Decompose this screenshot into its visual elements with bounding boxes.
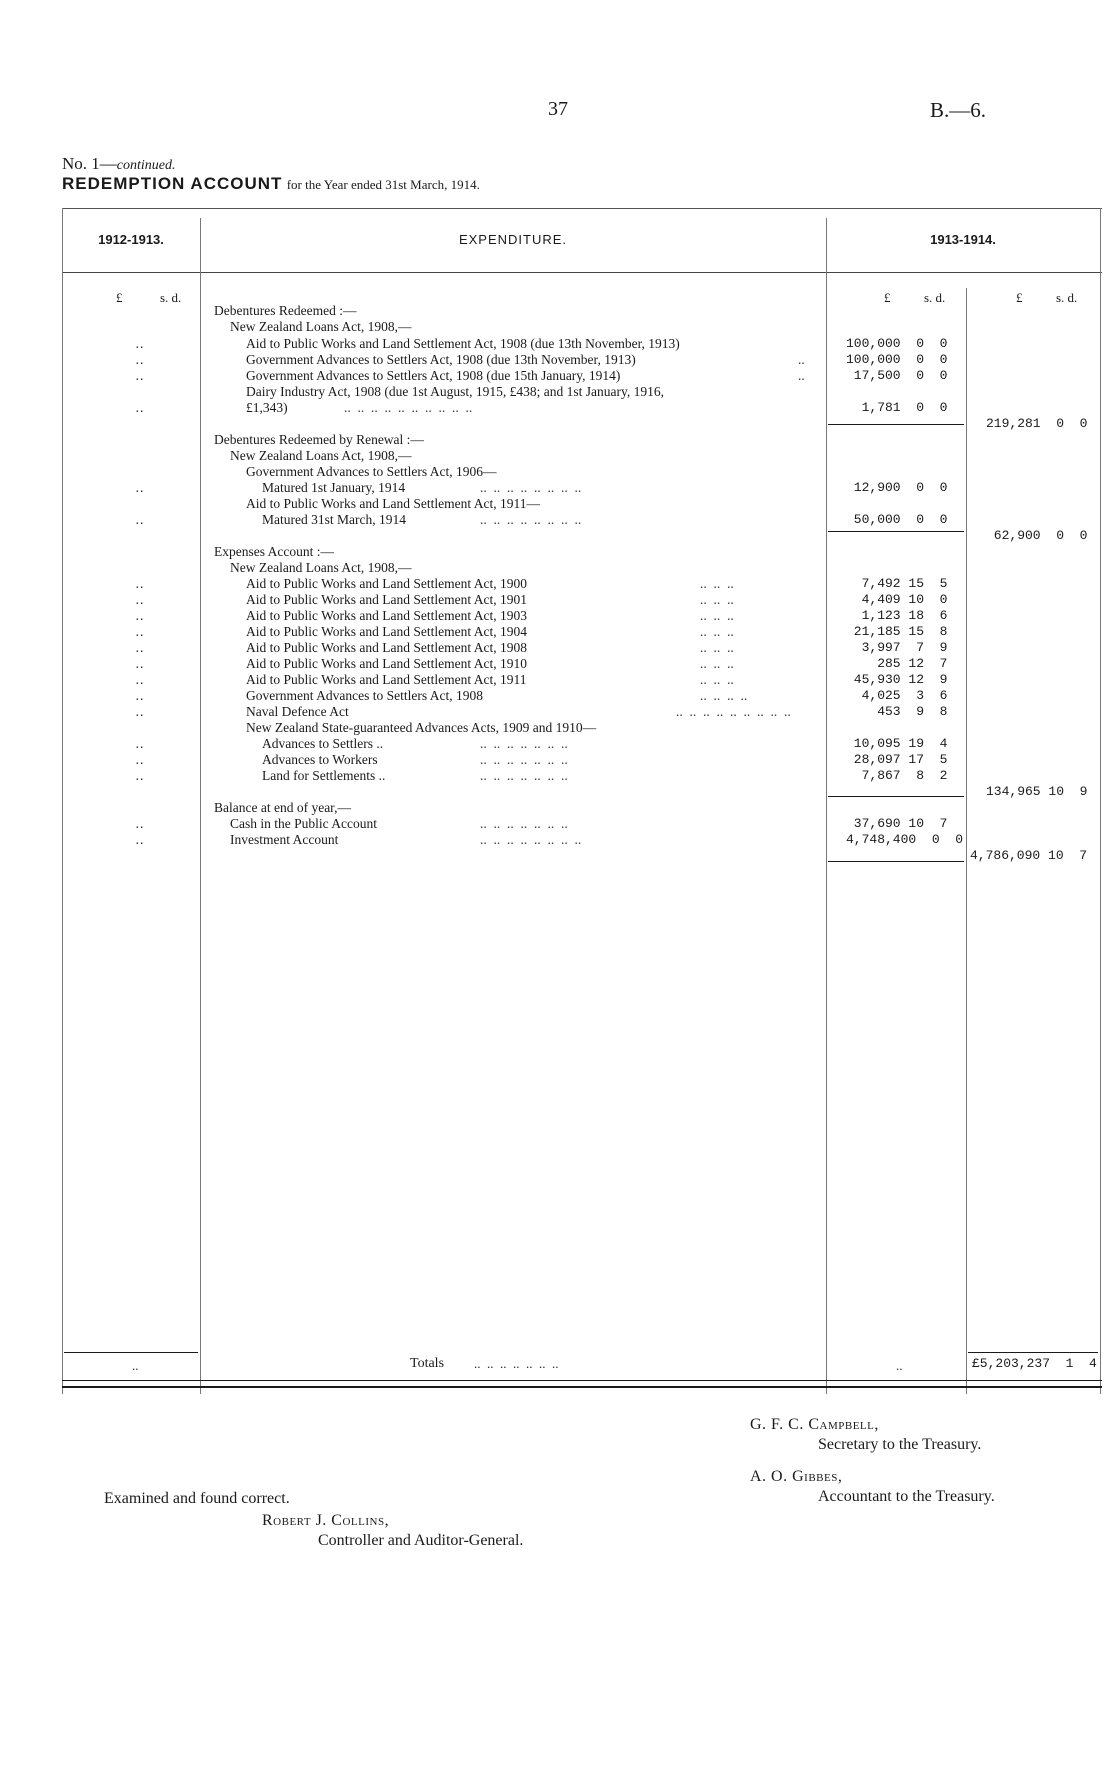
row-label: Aid to Public Works and Land Settlement Act, 1904 (246, 624, 528, 639)
row-label: Investment Account (230, 832, 339, 847)
table-row (0, 384, 1114, 400)
dot-leaders: .. .. .. (700, 608, 734, 623)
item-amount: 37,690 10 7 (846, 816, 948, 831)
statement-number (62, 154, 176, 174)
table-row (0, 352, 1114, 368)
item-amount: 4,748,400 0 0 (846, 832, 964, 847)
table-row (0, 496, 1114, 512)
item-amount: 285 12 7 (846, 656, 948, 671)
row-label: New Zealand Loans Act, 1908,— (230, 319, 412, 334)
table-top-rule (62, 208, 1102, 209)
row-label: Government Advances to Settlers Act, 1908 (due 15th January, 1914) (246, 368, 621, 383)
signatory-1-title: Secretary to the Treasury. (818, 1436, 982, 1453)
item-amount: 50,000 0 0 (846, 512, 948, 527)
row-label: Aid to Public Works and Land Settlement Act, 1910 (246, 656, 528, 671)
bottom-rule-1 (62, 1380, 1102, 1381)
table-row (0, 544, 1114, 560)
subtotal-rule-4 (828, 861, 964, 862)
subtotal-rule-2 (828, 531, 964, 532)
auditor-name-text: Robert J. Collins, (262, 1512, 390, 1529)
row-label: Debentures Redeemed :— (214, 303, 357, 318)
table-row (0, 816, 1114, 832)
row-label: Government Advances to Settlers Act, 1908 (due 13th November, 1913) (246, 352, 636, 367)
item-amount: 45,930 12 9 (846, 672, 948, 687)
item-amount: 1,123 18 6 (846, 608, 948, 623)
item-amount: 10,095 19 4 (846, 736, 948, 751)
table-row (0, 768, 1114, 784)
subtotal-rule-3 (828, 796, 964, 797)
title-bold: REDEMPTION ACCOUNT (62, 174, 283, 193)
row-label: Aid to Public Works and Land Settlement Act, 1908 (due 13th November, 1913) (246, 336, 680, 351)
paper-reference: B.—6. (930, 98, 987, 122)
row-label: Balance at end of year,— (214, 800, 352, 815)
row-label: Naval Defence Act (246, 704, 349, 719)
table-row (0, 704, 1114, 720)
dot-leaders: .. .. .. (700, 656, 734, 671)
col-header-current-year: 1913-1914. (930, 232, 996, 247)
item-amount: 3,997 7 9 (846, 640, 948, 655)
table-row (0, 688, 1114, 704)
prev-year-amount: .. (135, 336, 145, 351)
dot-leaders: .. .. .. (700, 576, 734, 591)
header-bottom-rule (62, 272, 1102, 273)
item-amount: 7,492 15 5 (846, 576, 948, 591)
row-label: Expenses Account :— (214, 544, 334, 559)
item-amount: 12,900 0 0 (846, 480, 948, 495)
table-row (0, 464, 1114, 480)
table-row (0, 448, 1114, 464)
prev-year-amount: .. (135, 400, 145, 415)
totals-label: Totals (410, 1356, 445, 1371)
prev-year-amount: .. (135, 480, 145, 495)
prev-year-amount: .. (135, 368, 145, 383)
totals-top-rule-total (968, 1352, 1098, 1353)
signatory-2-name (750, 1468, 842, 1486)
row-label: Advances to Workers (262, 752, 378, 767)
dot-leaders: .. .. .. (700, 672, 734, 687)
prev-year-amount: .. (135, 672, 145, 687)
auditor-name (262, 1512, 389, 1530)
prev-year-amount: .. (135, 352, 145, 367)
table-row (0, 400, 1114, 416)
section-total: 219,281 0 0 (986, 416, 1088, 431)
dot-leaders: .. (798, 368, 805, 383)
signatory-1-name (750, 1416, 879, 1434)
statement-no: No. 1— (62, 154, 117, 173)
prev-year-amount: .. (135, 816, 145, 831)
section-total: 4,786,090 10 7 (970, 848, 1088, 863)
bottom-rule-2 (62, 1386, 1102, 1388)
grand-total: £5,203,237 1 4 (972, 1356, 1097, 1371)
row-label: Matured 1st January, 1914 (262, 480, 406, 495)
row-label: Government Advances to Settlers Act, 1906— (246, 464, 497, 479)
signatory-2-title: Accountant to the Treasury. (818, 1488, 995, 1505)
item-amount: 1,781 0 0 (846, 400, 948, 415)
dot-leaders: .. .. .. .. .. .. .. (480, 752, 568, 767)
prev-year-amount: .. (135, 768, 145, 783)
table-row (0, 736, 1114, 752)
prev-year-amount: .. (135, 512, 145, 527)
totals-top-rule-prev (64, 1352, 198, 1353)
prev-year-amount: .. (135, 624, 145, 639)
table-row (0, 368, 1114, 384)
row-label: £1,343) (246, 400, 288, 415)
prev-year-amount: .. (135, 736, 145, 751)
unit-total-pound: £ (1016, 290, 1023, 305)
subtotal-rule-1 (828, 424, 964, 425)
title-rest: for the Year ended 31st March, 1914. (286, 177, 480, 192)
prev-year-amount: .. (135, 592, 145, 607)
prev-year-amount: .. (135, 752, 145, 767)
table-row (0, 303, 1114, 319)
row-label: New Zealand Loans Act, 1908,— (230, 560, 412, 575)
row-label: New Zealand State-guaranteed Advances Acts, 1909 and 1910— (246, 720, 597, 735)
section-total: 62,900 0 0 (986, 528, 1088, 543)
table-row (0, 640, 1114, 656)
dot-leaders: .. .. .. (700, 592, 734, 607)
dot-leaders: .. .. .. .. .. .. .. (480, 768, 568, 783)
signatory-1-name-text: G. F. C. Campbell, (750, 1416, 879, 1433)
prev-year-amount: .. (135, 576, 145, 591)
table-row (0, 832, 1114, 848)
item-amount: 453 9 8 (846, 704, 948, 719)
auditor-title: Controller and Auditor-General. (318, 1532, 524, 1549)
row-label: Aid to Public Works and Land Settlement Act, 1903 (246, 608, 528, 623)
prev-year-amount: .. (135, 608, 145, 623)
continued-label: continued. (116, 158, 176, 173)
row-label: Aid to Public Works and Land Settlement Act, 1900 (246, 576, 528, 591)
table-row (0, 784, 1114, 800)
table-row (0, 432, 1114, 448)
item-amount: 4,409 10 0 (846, 592, 948, 607)
examined-statement: Examined and found correct. (104, 1490, 290, 1507)
section-total: 134,965 10 9 (986, 784, 1088, 799)
row-label: Debentures Redeemed by Renewal :— (214, 432, 424, 447)
row-label: Land for Settlements .. (262, 768, 386, 783)
unit-total-sd: s. d. (1056, 290, 1078, 305)
prev-year-amount: .. (135, 832, 145, 847)
table-row (0, 672, 1114, 688)
row-label: Aid to Public Works and Land Settlement Act, 1911— (246, 496, 541, 511)
item-amount: 17,500 0 0 (846, 368, 948, 383)
col-header-expenditure: EXPENDITURE. (458, 232, 568, 247)
row-label: Aid to Public Works and Land Settlement Act, 1901 (246, 592, 528, 607)
unit-prev-sd: s. d. (160, 290, 182, 305)
table-row (0, 319, 1114, 335)
row-label: Aid to Public Works and Land Settlement Act, 1908 (246, 640, 528, 655)
table-row (0, 752, 1114, 768)
dot-leaders: .. .. .. .. .. .. .. .. (480, 832, 582, 847)
table-row (0, 512, 1114, 528)
unit-amt-pound: £ (884, 290, 891, 305)
table-row (0, 336, 1114, 352)
item-amount: 4,025 3 6 (846, 688, 948, 703)
dot-leaders: .. .. .. .. .. .. .. .. .. .. (344, 400, 473, 415)
table-row (0, 560, 1114, 576)
item-amount: 100,000 0 0 (846, 336, 948, 351)
row-label: New Zealand Loans Act, 1908,— (230, 448, 412, 463)
table-row (0, 656, 1114, 672)
table-row (0, 608, 1114, 624)
dot-leaders: .. .. .. .. .. .. .. .. .. (676, 704, 791, 719)
col-header-prev-year: 1912-1913. (98, 232, 164, 247)
page-title (62, 174, 480, 194)
item-amount: 7,867 8 2 (846, 768, 948, 783)
totals-leaders: .. .. .. .. .. .. .. (474, 1356, 559, 1371)
prev-year-amount: .. (135, 640, 145, 655)
table-row (0, 576, 1114, 592)
totals-amount: .. (896, 1358, 903, 1373)
table-row (0, 800, 1114, 816)
prev-year-amount: .. (135, 704, 145, 719)
table-row (0, 480, 1114, 496)
row-label: Advances to Settlers .. (262, 736, 384, 751)
item-amount: 100,000 0 0 (846, 352, 948, 367)
dot-leaders: .. .. .. (700, 624, 734, 639)
row-label: Matured 31st March, 1914 (262, 512, 406, 527)
dot-leaders: .. .. .. .. .. .. .. (480, 736, 568, 751)
dot-leaders: .. (798, 352, 805, 367)
unit-prev-pound: £ (116, 290, 123, 305)
dot-leaders: .. .. .. .. .. .. .. (480, 816, 568, 831)
table-row (0, 720, 1114, 736)
row-label: Cash in the Public Account (230, 816, 377, 831)
page-number: 37 (548, 98, 568, 120)
row-label: Aid to Public Works and Land Settlement Act, 1911 (246, 672, 527, 687)
dot-leaders: .. .. .. (700, 640, 734, 655)
item-amount: 21,185 15 8 (846, 624, 948, 639)
table-row (0, 624, 1114, 640)
dot-leaders: .. .. .. .. (700, 688, 748, 703)
dot-leaders: .. .. .. .. .. .. .. .. (480, 480, 582, 495)
dot-leaders: .. .. .. .. .. .. .. .. (480, 512, 582, 527)
signatory-2-name-text: A. O. Gibbes, (750, 1468, 843, 1485)
table-row (0, 592, 1114, 608)
item-amount: 28,097 17 5 (846, 752, 948, 767)
row-label: Government Advances to Settlers Act, 1908 (246, 688, 483, 703)
prev-year-amount: .. (135, 688, 145, 703)
totals-prev: .. (132, 1358, 139, 1373)
row-label: Dairy Industry Act, 1908 (due 1st August, 1915, £438; and 1st January, 1916, (246, 384, 664, 399)
prev-year-amount: .. (135, 656, 145, 671)
unit-amt-sd: s. d. (924, 290, 946, 305)
